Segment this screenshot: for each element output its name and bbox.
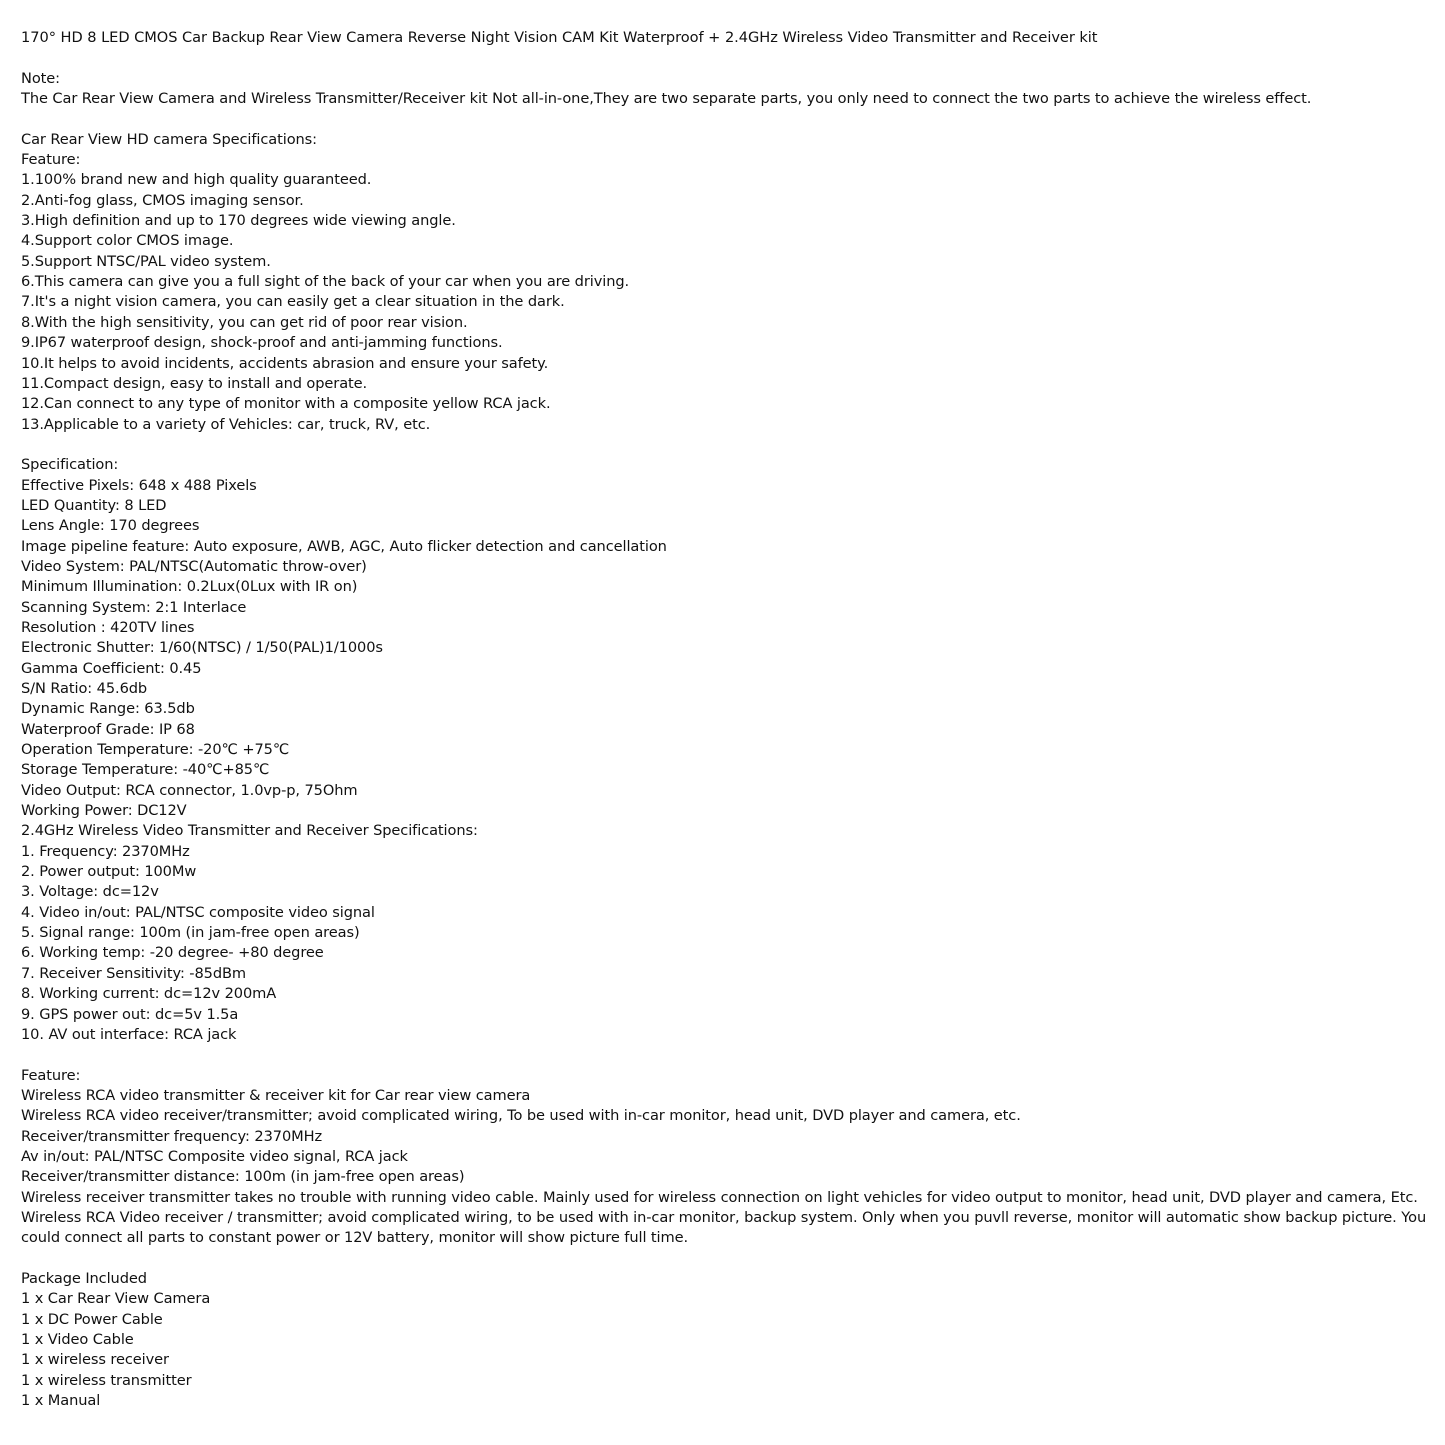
spacer — [21, 1045, 1431, 1065]
spec-item: 7. Receiver Sensitivity: -85dBm — [21, 964, 247, 982]
package-item: 1 x wireless receiver — [21, 1351, 169, 1369]
spec-item: 10. AV out interface: RCA jack — [21, 1025, 237, 1043]
spec-item: Effective Pixels: 648 x 488 Pixels — [21, 476, 257, 494]
list-item: Av in/out: PAL/NTSC Composite video signal, RCA jack — [21, 1147, 408, 1165]
package-item: 1 x Car Rear View Camera — [21, 1290, 211, 1308]
wireless-specs-list — [21, 842, 1431, 1045]
spec-item: Waterproof Grade: IP 68 — [21, 720, 195, 738]
spec-item: Lens Angle: 170 degrees — [21, 517, 200, 535]
spec-item: Scanning System: 2:1 Interlace — [21, 598, 247, 616]
spec-item: 1. Frequency: 2370MHz — [21, 842, 190, 860]
spec-item: 6. Working temp: -20 degree- +80 degree — [21, 944, 324, 962]
list-item: Receiver/transmitter frequency: 2370MHz — [21, 1127, 323, 1145]
spacer — [21, 109, 1431, 129]
wireless-features-section — [21, 1066, 1431, 1249]
package-section — [21, 1269, 1431, 1411]
package-item: 1 x DC Power Cable — [21, 1310, 163, 1328]
spec-item: 5. Signal range: 100m (in jam-free open areas) — [21, 924, 360, 942]
spacer — [21, 1249, 1431, 1269]
spec-item: 4. Video in/out: PAL/NTSC composite video signal — [21, 903, 375, 921]
list-item: Wireless receiver transmitter takes no trouble with running video cable. Mainly used for wireless connection on light vehicles for video output to monitor, head unit, DVD player and camera, Etc. — [21, 1188, 1418, 1206]
list-item: 6.This camera can give you a full sight of the back of your car when you are driving. — [21, 273, 630, 291]
camera-feature-heading: Feature: — [21, 151, 81, 169]
package-item: 1 x Manual — [21, 1392, 101, 1410]
wireless-features-heading: Feature: — [21, 1066, 81, 1084]
spec-item: Gamma Coefficient: 0.45 — [21, 659, 202, 677]
spec-item: Image pipeline feature: Auto exposure, AWB, AGC, Auto flicker detection and cancellation — [21, 537, 667, 555]
list-item: Wireless RCA Video receiver / transmitter; avoid complicated wiring, to be used with in-car monitor, backup system. Only when you puvll reverse, monitor will automatic show backup picture. You could connect all parts to constant power or 12V battery, monitor will show picture full time. — [21, 1208, 1427, 1247]
wireless-specs-heading: 2.4GHz Wireless Video Transmitter and Receiver Specifications: — [21, 822, 478, 840]
spec-item: 3. Voltage: dc=12v — [21, 883, 159, 901]
spec-item: Minimum Illumination: 0.2Lux(0Lux with IR on) — [21, 578, 358, 596]
spacer — [21, 435, 1431, 455]
spec-item: 9. GPS power out: dc=5v 1.5a — [21, 1005, 239, 1023]
list-item: 9.IP67 waterproof design, shock-proof and anti-jamming functions. — [21, 334, 503, 352]
camera-feature-list — [21, 170, 1431, 434]
list-item: 12.Can connect to any type of monitor with a composite yellow RCA jack. — [21, 395, 551, 413]
spec-item: Working Power: DC12V — [21, 802, 187, 820]
camera-specs-heading: Car Rear View HD camera Specifications: — [21, 130, 317, 148]
camera-specs-section — [21, 130, 1431, 435]
list-item: Receiver/transmitter distance: 100m (in jam-free open areas) — [21, 1168, 465, 1186]
note-section — [21, 69, 1431, 110]
spec-item: Video System: PAL/NTSC(Automatic throw-over) — [21, 557, 367, 575]
page-title: 170° HD 8 LED CMOS Car Backup Rear View Camera Reverse Night Vision CAM Kit Waterproof + 2.4GHz Wireless Video Transmitter and Receiver kit — [21, 29, 1098, 46]
note-text: The Car Rear View Camera and Wireless Transmitter/Receiver kit Not all-in-one,They are two separate parts, you only need to connect the two parts to achieve the wireless effect. — [21, 90, 1312, 108]
package-item: 1 x wireless transmitter — [21, 1371, 192, 1389]
list-item: 10.It helps to avoid incidents, accidents abrasion and ensure your safety. — [21, 354, 549, 372]
specification-heading: Specification: — [21, 456, 119, 474]
list-item: 1.100% brand new and high quality guaranteed. — [21, 171, 372, 189]
list-item: 5.Support NTSC/PAL video system. — [21, 252, 271, 270]
list-item: 2.Anti-fog glass, CMOS imaging sensor. — [21, 191, 304, 209]
list-item: 11.Compact design, easy to install and operate. — [21, 374, 368, 392]
list-item: 7.It's a night vision camera, you can easily get a clear situation in the dark. — [21, 293, 565, 311]
package-item: 1 x Video Cable — [21, 1331, 134, 1348]
package-list — [21, 1289, 1431, 1411]
spec-item: Electronic Shutter: 1/60(NTSC) / 1/50(PAL)1/1000s — [21, 639, 383, 657]
specification-section — [21, 455, 1431, 821]
list-item: 8.With the high sensitivity, you can get rid of poor rear vision. — [21, 313, 468, 331]
spec-item: S/N Ratio: 45.6db — [21, 680, 148, 697]
list-item: Wireless RCA video receiver/transmitter; avoid complicated wiring, To be used with in-car monitor, head unit, DVD player and camera, etc. — [21, 1107, 1021, 1125]
spec-item: 8. Working current: dc=12v 200mA — [21, 985, 277, 1003]
spec-item: 2. Power output: 100Mw — [21, 863, 197, 881]
spec-item: Operation Temperature: -20℃ +75℃ — [21, 741, 290, 759]
spec-item: Resolution : 420TV lines — [21, 618, 195, 636]
spec-item: LED Quantity: 8 LED — [21, 496, 167, 514]
list-item: 4.Support color CMOS image. — [21, 232, 234, 250]
list-item: 13.Applicable to a variety of Vehicles: car, truck, RV, etc. — [21, 415, 431, 433]
package-heading: Package Included — [21, 1269, 147, 1287]
list-item: Wireless RCA video transmitter & receiver kit for Car rear view camera — [21, 1086, 531, 1104]
specification-list — [21, 476, 1431, 822]
wireless-features-list — [21, 1086, 1431, 1249]
wireless-specs-section — [21, 821, 1431, 1045]
note-heading: Note: — [21, 69, 60, 87]
spacer — [21, 48, 1431, 68]
list-item: 3.High definition and up to 170 degrees wide viewing angle. — [21, 212, 456, 230]
spec-item: Storage Temperature: -40℃+85℃ — [21, 761, 270, 779]
spec-item: Video Output: RCA connector, 1.0vp-p, 75Ohm — [21, 781, 358, 799]
spec-item: Dynamic Range: 63.5db — [21, 700, 195, 718]
product-description-document — [21, 28, 1431, 1411]
